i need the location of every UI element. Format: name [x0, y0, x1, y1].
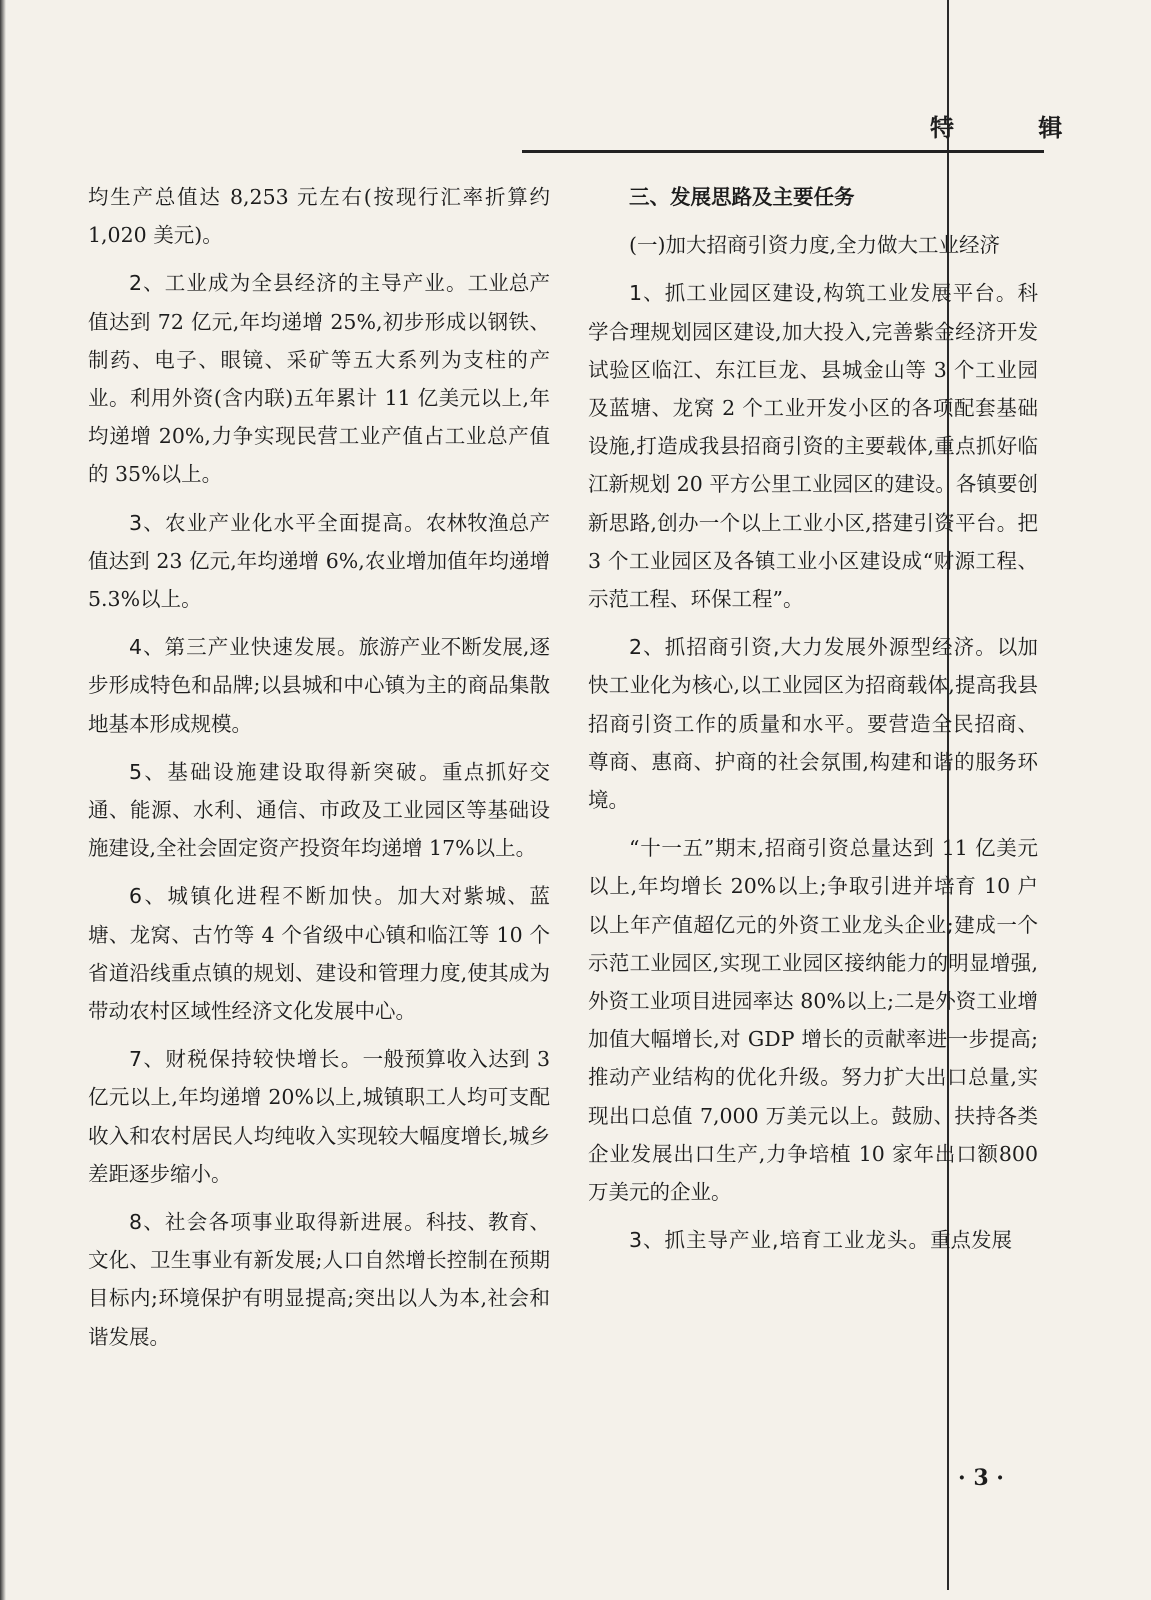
paragraph: 均生产总值达 8,253 元左右(按现行汇率折算约 1,020 美元)。 — [88, 185, 550, 248]
header-rule — [522, 150, 1044, 153]
scan-edge-shadow — [0, 0, 6, 1600]
paragraph-lead: 2、抓招商引资,大力发展外源型经济。 — [629, 635, 997, 660]
paragraph-lead: 6、城镇化进程不断加快。 — [129, 884, 398, 909]
paragraph: 2、抓招商引资,大力发展外源型经济。以加快工业化为核心,以工业园区为招商载体,提高我县招商引资工作的质量和水平。要营造全民招商、尊商、惠商、护商的社会氛围,构建和谐的服务环境。 — [588, 635, 1039, 813]
paragraph: 3、抓主导产业,培育工业龙头。重点发展 — [629, 1228, 1013, 1253]
page-number: · 3 · — [958, 1465, 1004, 1491]
paragraph: 3、农业产业化水平全面提高。农林牧渔总产值达到 23 亿元,年均递增 6%,农业增加值年均递增 5.3%以上。 — [88, 510, 550, 612]
paragraph: 2、工业成为全县经济的主导产业。工业总产值达到 72 亿元,年均递增 25%,初步形成以钢铁、制药、电子、眼镜、采矿等五大系列为支柱的产业。利用外资(含内联)五年累计 11 亿美元以上,年均递增 20%,力争实现民营工业产值占工业总产值的 35%以上。 — [88, 271, 550, 487]
paragraph-lead: 1、抓工业园区建设,构筑工业发展平台。 — [629, 281, 1018, 306]
left-column — [88, 178, 550, 1366]
paragraph: 4、第三产业快速发展。旅游产业不断发展,逐步形成特色和品牌;以县城和中心镇为主的商品集散地基本形成规模。 — [88, 635, 550, 736]
paragraph-lead: 3、农业产业化水平全面提高。 — [129, 510, 426, 535]
paragraph: 8、社会各项事业取得新进展。科技、教育、文化、卫生事业有新发展;人口自然增长控制在预期目标内;环境保护有明显提高;突出以人为本,社会和谐发展。 — [88, 1210, 550, 1349]
paragraph: 5、基础设施建设取得新突破。重点抓好交通、能源、水利、通信、市政及工业园区等基础设施建设,全社会固定资产投资年均递增 17%以上。 — [88, 759, 550, 861]
paragraph-lead: 3、抓主导产业,培育工业龙头。 — [629, 1228, 931, 1253]
paragraph: 1、抓工业园区建设,构筑工业发展平台。科学合理规划园区建设,加大投入,完善紫金经济开发试验区临江、东江巨龙、县城金山等 3 个工业园及蓝塘、龙窝 2 个工业开发小区的各项配套基础设施,打造成我县招商引资的主要载体,重点抓好临江新规划 20 平方公里工业园区的建设。各镇要创新思路,创办一个以上工业小区,搭建引资平台。把 3 个工业园区及各镇工业小区建设成“财源工程、示范工程、环保工程”。 — [588, 281, 1038, 612]
paragraph-lead: 4、第三产业快速发展。 — [129, 635, 359, 660]
section-title: 三、发展思路及主要任务 — [629, 185, 855, 209]
running-head: 特 辑 — [930, 114, 1101, 142]
paragraph-lead: 5、基础设施建设取得新突破。 — [129, 759, 442, 784]
paragraph-lead: 8、社会各项事业取得新进展。 — [129, 1210, 426, 1235]
right-column — [588, 178, 1038, 1269]
paragraph-lead: 2、工业成为全县经济的主导产业。 — [129, 271, 468, 296]
paragraph: 7、财税保持较快增长。一般预算收入达到 3 亿元以上,年均递增 20%以上,城镇职工人均可支配收入和农村居民人均纯收入实现较大幅度增长,城乡差距逐步缩小。 — [88, 1047, 551, 1186]
paragraph-lead: 7、财税保持较快增长。 — [129, 1047, 363, 1072]
subsection-title: (一)加大招商引资力度,全力做大工业经济 — [629, 233, 1001, 258]
paragraph: 6、城镇化进程不断加快。加大对紫城、蓝塘、龙窝、古竹等 4 个省级中心镇和临江等 10 个省道沿线重点镇的规划、建设和管理力度,使其成为带动农村区域性经济文化发展中心。 — [88, 884, 550, 1024]
paragraph: “十一五”期末,招商引资总量达到 11 亿美元以上,年均增长 20%以上;争取引进并培育 10 户以上年产值超亿元的外资工业龙头企业;建成一个示范工业园区,实现工业园区接纳能力的明显增强,外资工业项目进园率达 80%以上;二是外资工业增加值大幅增长,对 GDP 增长的贡献率进一步提高;推动产业结构的优化升级。努力扩大出口总量,实现出口总值 7,000 万美元以上。鼓励、扶持各类企业发展出口生产,力争培植 10 家年出口额800 万美元的企业。 — [588, 836, 1038, 1205]
